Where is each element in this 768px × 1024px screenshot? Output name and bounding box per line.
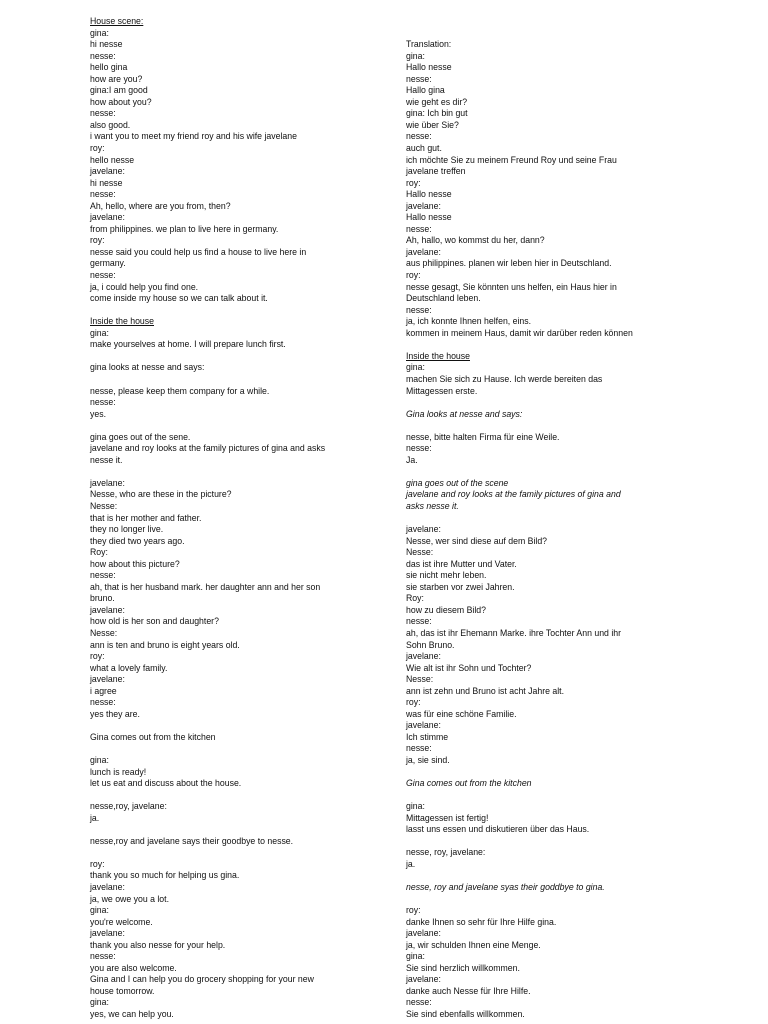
blank-line	[406, 338, 685, 350]
script-line: gina goes out of the sene.	[90, 430, 191, 442]
script-line: ann is ten and bruno is eight years old.	[90, 638, 240, 650]
blank-line	[90, 789, 369, 801]
script-line: nesse, roy, javelane:	[406, 846, 486, 858]
script-line: Ah, hello, where are you from, then?	[90, 199, 231, 211]
script-line: Gina comes out from the kitchen	[406, 777, 532, 789]
script-line: how are you?	[90, 72, 143, 84]
script-line: house tomorrow.	[90, 984, 155, 996]
script-line: javelane:	[90, 165, 125, 177]
blank-line	[406, 789, 685, 801]
script-line: ah, that is her husband mark. her daughter ann and her son	[90, 580, 321, 592]
script-line: nesse gesagt, Sie könnten uns helfen, ein Haus hier in	[406, 280, 617, 292]
script-line: ja.	[406, 857, 416, 869]
script-line: javelane:	[406, 719, 441, 731]
script-line: gina looks at nesse and says:	[90, 361, 205, 373]
script-line: Gina comes out from the kitchen	[90, 730, 216, 742]
script-line: gina goes out of the scene	[406, 476, 509, 488]
blank-line	[406, 27, 685, 39]
blank-line	[90, 419, 369, 431]
script-line: nesse:	[406, 996, 432, 1008]
script-line: bruno.	[90, 592, 115, 604]
script-line: gina:I am good	[90, 84, 148, 96]
script-line: wie über Sie?	[406, 118, 459, 130]
script-line: Roy:	[406, 592, 424, 604]
blank-line	[406, 465, 685, 477]
script-line: thank you so much for helping us gina.	[90, 869, 240, 881]
script-line: ah, das ist ihr Ehemann Marke. ihre Tochter Ann und ihr	[406, 626, 622, 638]
blank-line	[406, 835, 685, 847]
script-line: javelane treffen	[406, 165, 466, 177]
script-line: Hallo nesse	[406, 211, 452, 223]
blank-line	[90, 465, 369, 477]
script-line: danke auch Nesse für Ihre Hilfe.	[406, 984, 531, 996]
script-line: lunch is ready!	[90, 765, 147, 777]
script-line: yes they are.	[90, 707, 140, 719]
script-line: germany.	[90, 257, 126, 269]
script-line: ja.	[90, 811, 100, 823]
script-line: nesse:	[90, 396, 116, 408]
script-line: nesse:	[406, 615, 432, 627]
script-line: Nesse:	[406, 673, 434, 685]
script-line: Ah, hallo, wo kommst du her, dann?	[406, 234, 545, 246]
script-line: what a lovely family.	[90, 661, 168, 673]
script-line: nesse, please keep them company for a while.	[90, 384, 270, 396]
script-line: javelane:	[90, 881, 125, 893]
script-line: gina:	[406, 49, 425, 61]
script-line: nesse, roy and javelane syas their goddbye to gina.	[406, 881, 605, 893]
script-line: Nesse, wer sind diese auf dem Bild?	[406, 534, 548, 546]
blank-line	[90, 350, 369, 362]
script-line: nesse:	[90, 107, 116, 119]
script-line: hello nesse	[90, 153, 135, 165]
script-line: Hallo nesse	[406, 188, 452, 200]
script-line: how about you?	[90, 95, 152, 107]
section-heading: House scene:	[90, 15, 144, 26]
script-line: how zu diesem Bild?	[406, 603, 486, 615]
script-line: they died two years ago.	[90, 534, 185, 546]
script-line: Translation:	[406, 38, 452, 50]
script-line: javelane:	[90, 673, 125, 685]
blank-line	[406, 869, 685, 881]
script-line: javelane:	[406, 973, 441, 985]
script-line: i want you to meet my friend roy and his wife javelane	[90, 130, 297, 142]
script-line: nesse:	[406, 222, 432, 234]
script-line: lasst uns essen und diskutieren über das Haus.	[406, 823, 590, 835]
blank-line	[90, 846, 369, 858]
blank-line	[406, 15, 685, 27]
script-line: gina:	[90, 326, 109, 338]
script-line: nesse:	[90, 696, 116, 708]
section-heading: Inside the house	[406, 349, 470, 361]
script-line: Mittagessen erste.	[406, 384, 478, 396]
script-line: javelane:	[406, 523, 441, 535]
script-line: gina:	[90, 904, 109, 916]
script-line: asks nesse it.	[406, 499, 459, 511]
script-line: also good.	[90, 118, 131, 130]
script-line: ann ist zehn und Bruno ist acht Jahre alt.	[406, 684, 565, 696]
script-line: nesse said you could help us find a house to live here in	[90, 245, 307, 257]
script-line: gina:	[90, 996, 109, 1008]
blank-line	[406, 512, 685, 524]
blank-line	[406, 419, 685, 431]
script-line: ja, ich konnte Ihnen helfen, eins.	[406, 315, 532, 327]
script-line: roy:	[90, 857, 105, 869]
script-line: roy:	[406, 269, 421, 281]
script-line: javelane:	[90, 476, 125, 488]
script-line: ja, we owe you a lot.	[90, 892, 170, 904]
script-line: Nesse:	[406, 546, 434, 558]
script-line: ja, sie sind.	[406, 754, 450, 765]
script-line: yes, we can help you.	[90, 1008, 174, 1020]
script-line: how about this picture?	[90, 557, 180, 569]
script-line: nesse,roy, javelane:	[90, 800, 167, 812]
blank-line	[406, 893, 685, 905]
script-line: wie geht es dir?	[406, 95, 468, 107]
script-line: ja, i could help you find one.	[90, 280, 199, 292]
script-line: gina:	[406, 361, 425, 373]
script-line: javelane:	[406, 199, 441, 211]
script-line: roy:	[90, 142, 105, 154]
script-line: nesse:	[90, 950, 116, 962]
script-line: nesse it.	[90, 453, 123, 465]
script-line: Hallo nesse	[406, 61, 452, 73]
script-line: nesse:	[406, 130, 432, 142]
script-line: javelane and roy looks at the family pictures of gina and asks	[90, 442, 326, 454]
script-line: gina:	[90, 26, 109, 38]
script-line: machen Sie sich zu Hause. Ich werde bereiten das	[406, 372, 603, 384]
script-line: Wie alt ist ihr Sohn und Tochter?	[406, 661, 532, 673]
script-line: javelane:	[90, 603, 125, 615]
script-line: Roy:	[90, 546, 108, 558]
script-line: sie starben vor zwei Jahren.	[406, 580, 515, 592]
script-line: javelane:	[90, 211, 125, 223]
script-line: that is her mother and father.	[90, 511, 202, 523]
script-line: aus philippines. planen wir leben hier in Deutschland.	[406, 257, 612, 269]
script-line: kommen in meinem Haus, damit wir darüber reden können	[406, 326, 633, 338]
script-line: ich möchte Sie zu meinem Freund Roy und seine Frau	[406, 153, 617, 165]
script-line: Deutschland leben.	[406, 292, 481, 304]
script-line: hi nesse	[90, 38, 123, 50]
blank-line	[90, 719, 369, 731]
script-line: Ich stimme	[406, 730, 449, 742]
script-line: Gina looks at nesse and says:	[406, 407, 523, 419]
script-line: Hallo gina	[406, 84, 445, 96]
script-line: Sohn Bruno.	[406, 638, 455, 650]
blank-line	[406, 766, 685, 778]
script-line: sie nicht mehr leben.	[406, 569, 487, 581]
script-line: ja, wir schulden Ihnen eine Menge.	[406, 938, 541, 950]
script-line: let us eat and discuss about the house.	[90, 777, 242, 789]
blank-line	[90, 373, 369, 385]
script-line: nesse, bitte halten Firma für eine Weile.	[406, 430, 560, 442]
script-line: javelane:	[406, 927, 441, 939]
german-translation-column	[406, 15, 706, 1020]
script-line: nesse:	[90, 188, 116, 200]
script-line: gina:	[406, 800, 425, 812]
script-line: i agree	[90, 684, 117, 696]
script-line: make yourselves at home. I will prepare lunch first.	[90, 338, 286, 350]
script-line: nesse:	[406, 303, 432, 315]
script-line: Gina and I can help you do grocery shopping for your new	[90, 973, 314, 985]
script-line: javelane:	[90, 927, 125, 939]
english-script-column	[90, 15, 390, 1020]
script-line: roy:	[406, 904, 421, 916]
script-line: Nesse:	[90, 626, 118, 638]
script-line: nesse:	[90, 49, 116, 61]
script-line: javelane:	[406, 245, 441, 257]
script-line: nesse:	[406, 742, 432, 754]
script-line: thank you also nesse for your help.	[90, 938, 226, 950]
script-line: nesse:	[406, 72, 432, 84]
script-line: was für eine schöne Familie.	[406, 707, 517, 719]
script-line: come inside my house so we can talk about it.	[90, 292, 268, 304]
script-line: roy:	[406, 176, 421, 188]
script-line: gina:	[406, 950, 425, 962]
script-line: javelane and roy looks at the family pictures of gina and	[406, 488, 621, 500]
script-line: javelane:	[406, 650, 441, 662]
script-line: Sie sind herzlich willkommen.	[406, 961, 520, 973]
script-line: you are also welcome.	[90, 961, 177, 973]
script-line: das ist ihre Mutter und Vater.	[406, 557, 517, 569]
script-line: how old is her son and daughter?	[90, 615, 219, 627]
script-line: danke Ihnen so sehr für Ihre Hilfe gina.	[406, 915, 557, 927]
script-line: from philippines. we plan to live here in germany.	[90, 222, 279, 234]
script-line: Nesse:	[90, 499, 118, 511]
script-line: nesse:	[90, 269, 116, 281]
script-line: nesse:	[90, 569, 116, 581]
script-line: auch gut.	[406, 142, 442, 154]
script-line: they no longer live.	[90, 523, 164, 535]
script-line: nesse,roy and javelane says their goodbye to nesse.	[90, 834, 294, 846]
section-heading: Inside the house	[90, 315, 154, 327]
script-line: you're welcome.	[90, 915, 153, 927]
script-line: yes.	[90, 407, 106, 419]
script-line: roy:	[90, 650, 105, 662]
script-line: gina:	[90, 754, 109, 765]
blank-line	[90, 304, 369, 316]
blank-line	[90, 742, 369, 754]
script-line: Nesse, who are these in the picture?	[90, 488, 232, 500]
script-line: hello gina	[90, 61, 128, 73]
script-line: roy:	[406, 696, 421, 708]
blank-line	[406, 396, 685, 408]
script-line: gina: Ich bin gut	[406, 107, 468, 119]
script-line: Ja.	[406, 453, 418, 465]
blank-line	[90, 823, 369, 835]
script-line: roy:	[90, 234, 105, 246]
script-line: nesse:	[406, 442, 432, 454]
script-line: hi nesse	[90, 176, 123, 188]
script-line: Mittagessen ist fertig!	[406, 811, 489, 823]
script-line: Sie sind ebenfalls willkommen.	[406, 1008, 525, 1020]
